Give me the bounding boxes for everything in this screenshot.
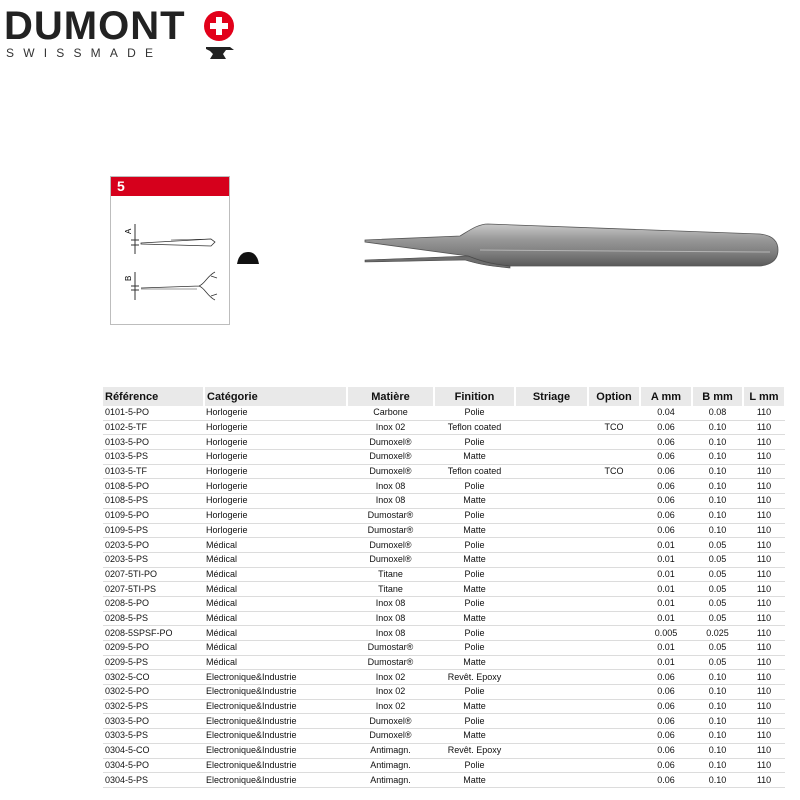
cell-option	[588, 699, 640, 714]
cell-category: Médical	[204, 626, 347, 641]
cell-category: Electronique&Industrie	[204, 670, 347, 685]
cell-reference: 0101-5-PO	[103, 406, 204, 420]
cell-a-mm: 0.06	[640, 464, 692, 479]
cell-category: Horlogerie	[204, 464, 347, 479]
cell-serration	[515, 450, 588, 465]
cell-a-mm: 0.06	[640, 699, 692, 714]
cell-a-mm: 0.01	[640, 538, 692, 553]
cell-material: Dumoxel®	[347, 464, 434, 479]
cell-reference: 0103-5-TF	[103, 464, 204, 479]
table-row	[103, 523, 785, 538]
cell-b-mm: 0.10	[692, 494, 743, 509]
cell-b-mm: 0.05	[692, 552, 743, 567]
cell-a-mm: 0.04	[640, 406, 692, 420]
cell-option	[588, 655, 640, 670]
cell-finish: Polie	[434, 538, 515, 553]
cell-b-mm: 0.05	[692, 611, 743, 626]
cell-l-mm: 110	[743, 567, 785, 582]
cell-category: Médical	[204, 567, 347, 582]
cell-category: Electronique&Industrie	[204, 714, 347, 729]
cell-finish: Matte	[434, 655, 515, 670]
cell-l-mm: 110	[743, 773, 785, 788]
cell-option	[588, 552, 640, 567]
cell-category: Horlogerie	[204, 508, 347, 523]
cell-a-mm: 0.01	[640, 582, 692, 597]
cell-option	[588, 729, 640, 744]
cell-finish: Teflon coated	[434, 464, 515, 479]
cell-reference: 0302-5-PS	[103, 699, 204, 714]
table-row	[103, 552, 785, 567]
cell-a-mm: 0.06	[640, 773, 692, 788]
cell-serration	[515, 435, 588, 450]
cell-b-mm: 0.10	[692, 773, 743, 788]
cell-category: Electronique&Industrie	[204, 729, 347, 744]
cell-option	[588, 743, 640, 758]
cell-option	[588, 685, 640, 700]
cell-option	[588, 758, 640, 773]
cell-serration	[515, 596, 588, 611]
cell-finish: Polie	[434, 714, 515, 729]
cell-category: Médical	[204, 538, 347, 553]
table-row	[103, 670, 785, 685]
table-row	[103, 699, 785, 714]
cell-b-mm: 0.10	[692, 714, 743, 729]
cell-serration	[515, 508, 588, 523]
table-row	[103, 582, 785, 597]
cell-serration	[515, 655, 588, 670]
cell-l-mm: 110	[743, 626, 785, 641]
dimension-b-label: B	[124, 275, 133, 281]
table-row	[103, 479, 785, 494]
cell-serration	[515, 670, 588, 685]
cell-option	[588, 670, 640, 685]
cell-a-mm: 0.01	[640, 567, 692, 582]
cell-category: Médical	[204, 582, 347, 597]
cell-finish: Polie	[434, 567, 515, 582]
cell-b-mm: 0.05	[692, 567, 743, 582]
cell-serration	[515, 641, 588, 656]
cell-l-mm: 110	[743, 699, 785, 714]
cell-material: Dumostar®	[347, 655, 434, 670]
cell-reference: 0304-5-CO	[103, 743, 204, 758]
cell-option	[588, 523, 640, 538]
cell-serration	[515, 567, 588, 582]
cell-finish: Revêt. Epoxy	[434, 743, 515, 758]
tip-cross-section-icon	[236, 251, 260, 265]
cell-option	[588, 596, 640, 611]
cell-option	[588, 538, 640, 553]
cell-b-mm: 0.10	[692, 685, 743, 700]
cell-serration	[515, 729, 588, 744]
cell-material: Dumoxel®	[347, 552, 434, 567]
cell-l-mm: 110	[743, 655, 785, 670]
cell-l-mm: 110	[743, 729, 785, 744]
cell-option	[588, 773, 640, 788]
cell-serration	[515, 699, 588, 714]
cell-option	[588, 582, 640, 597]
cell-a-mm: 0.06	[640, 685, 692, 700]
table-row	[103, 773, 785, 788]
cell-l-mm: 110	[743, 450, 785, 465]
cell-l-mm: 110	[743, 743, 785, 758]
cell-serration	[515, 626, 588, 641]
cell-b-mm: 0.05	[692, 641, 743, 656]
cell-material: Dumostar®	[347, 508, 434, 523]
cell-category: Horlogerie	[204, 406, 347, 420]
cell-category: Electronique&Industrie	[204, 685, 347, 700]
cell-b-mm: 0.10	[692, 670, 743, 685]
cell-material: Titane	[347, 567, 434, 582]
cell-l-mm: 110	[743, 494, 785, 509]
cell-a-mm: 0.06	[640, 420, 692, 435]
cell-finish: Polie	[434, 626, 515, 641]
cell-a-mm: 0.06	[640, 743, 692, 758]
col-header-serration: Striage	[515, 387, 588, 406]
cell-material: Dumoxel®	[347, 538, 434, 553]
table-row	[103, 743, 785, 758]
cell-serration	[515, 406, 588, 420]
cell-l-mm: 110	[743, 435, 785, 450]
cell-material: Dumostar®	[347, 641, 434, 656]
cell-b-mm: 0.10	[692, 450, 743, 465]
table-row	[103, 508, 785, 523]
table-row	[103, 626, 785, 641]
cell-category: Horlogerie	[204, 420, 347, 435]
dumont-logo	[4, 6, 244, 62]
cell-b-mm: 0.05	[692, 538, 743, 553]
cell-reference: 0103-5-PO	[103, 435, 204, 450]
cell-material: Antimagn.	[347, 773, 434, 788]
cell-option	[588, 494, 640, 509]
cell-reference: 0303-5-PO	[103, 714, 204, 729]
cell-category: Médical	[204, 655, 347, 670]
cell-a-mm: 0.06	[640, 758, 692, 773]
cell-finish: Matte	[434, 611, 515, 626]
product-spec-table	[103, 387, 786, 788]
cell-category: Electronique&Industrie	[204, 758, 347, 773]
cell-serration	[515, 538, 588, 553]
cell-reference: 0108-5-PO	[103, 479, 204, 494]
table-row	[103, 714, 785, 729]
cell-reference: 0102-5-TF	[103, 420, 204, 435]
cell-serration	[515, 743, 588, 758]
cell-reference: 0302-5-CO	[103, 670, 204, 685]
cell-b-mm: 0.10	[692, 479, 743, 494]
cell-b-mm: 0.025	[692, 626, 743, 641]
cell-reference: 0103-5-PS	[103, 450, 204, 465]
table-header-row	[103, 387, 785, 406]
cell-serration	[515, 552, 588, 567]
cell-serration	[515, 582, 588, 597]
table-row	[103, 611, 785, 626]
table-row	[103, 729, 785, 744]
cell-l-mm: 110	[743, 714, 785, 729]
table-row	[103, 464, 785, 479]
cell-material: Dumoxel®	[347, 435, 434, 450]
cell-material: Inox 02	[347, 670, 434, 685]
cell-a-mm: 0.06	[640, 714, 692, 729]
cell-a-mm: 0.06	[640, 450, 692, 465]
cell-category: Horlogerie	[204, 435, 347, 450]
cell-a-mm: 0.01	[640, 596, 692, 611]
cell-serration	[515, 494, 588, 509]
cell-reference: 0109-5-PS	[103, 523, 204, 538]
cell-reference: 0109-5-PO	[103, 508, 204, 523]
cell-a-mm: 0.06	[640, 670, 692, 685]
cell-reference: 0302-5-PO	[103, 685, 204, 700]
cell-l-mm: 110	[743, 552, 785, 567]
cell-material: Inox 02	[347, 699, 434, 714]
cell-finish: Matte	[434, 582, 515, 597]
cell-finish: Polie	[434, 508, 515, 523]
cell-material: Inox 02	[347, 420, 434, 435]
profile-number: 5	[111, 177, 229, 196]
table-body	[103, 406, 785, 787]
cell-finish: Matte	[434, 773, 515, 788]
cell-reference: 0208-5SPSF-PO	[103, 626, 204, 641]
cell-reference: 0203-5-PO	[103, 538, 204, 553]
cell-material: Dumoxel®	[347, 714, 434, 729]
cell-option	[588, 567, 640, 582]
cell-reference: 0203-5-PS	[103, 552, 204, 567]
cell-a-mm: 0.06	[640, 479, 692, 494]
cell-finish: Matte	[434, 699, 515, 714]
cell-material: Dumostar®	[347, 523, 434, 538]
cell-finish: Polie	[434, 435, 515, 450]
cell-l-mm: 110	[743, 611, 785, 626]
cell-l-mm: 110	[743, 538, 785, 553]
cell-category: Horlogerie	[204, 494, 347, 509]
cell-a-mm: 0.06	[640, 508, 692, 523]
anvil-icon	[204, 46, 236, 60]
brand-tagline: SWISSMADE	[6, 46, 163, 60]
cell-finish: Teflon coated	[434, 420, 515, 435]
cell-b-mm: 0.10	[692, 508, 743, 523]
cell-serration	[515, 420, 588, 435]
cell-category: Médical	[204, 641, 347, 656]
cell-a-mm: 0.01	[640, 552, 692, 567]
cell-category: Electronique&Industrie	[204, 773, 347, 788]
cell-b-mm: 0.10	[692, 729, 743, 744]
cell-finish: Polie	[434, 479, 515, 494]
table-row	[103, 420, 785, 435]
cell-finish: Polie	[434, 685, 515, 700]
col-header-a-mm: A mm	[640, 387, 692, 406]
cell-b-mm: 0.05	[692, 596, 743, 611]
col-header-l-mm: L mm	[743, 387, 785, 406]
cell-serration	[515, 479, 588, 494]
cell-option	[588, 611, 640, 626]
cell-reference: 0209-5-PS	[103, 655, 204, 670]
swiss-cross-icon	[204, 11, 234, 41]
cell-a-mm: 0.06	[640, 729, 692, 744]
cell-serration	[515, 611, 588, 626]
tip-dimension-diagram	[111, 196, 229, 324]
cell-a-mm: 0.06	[640, 435, 692, 450]
cell-material: Dumoxel®	[347, 729, 434, 744]
table-row	[103, 596, 785, 611]
cell-material: Titane	[347, 582, 434, 597]
cell-b-mm: 0.10	[692, 523, 743, 538]
cell-material: Inox 02	[347, 685, 434, 700]
cell-finish: Matte	[434, 523, 515, 538]
cell-b-mm: 0.10	[692, 420, 743, 435]
cell-finish: Polie	[434, 596, 515, 611]
col-header-finish: Finition	[434, 387, 515, 406]
table-row	[103, 641, 785, 656]
cell-material: Inox 08	[347, 626, 434, 641]
cell-reference: 0303-5-PS	[103, 729, 204, 744]
col-header-b-mm: B mm	[692, 387, 743, 406]
cell-l-mm: 110	[743, 479, 785, 494]
cell-b-mm: 0.05	[692, 582, 743, 597]
cell-l-mm: 110	[743, 523, 785, 538]
tweezer-image	[360, 220, 780, 280]
cell-material: Antimagn.	[347, 758, 434, 773]
col-header-category: Catégorie	[204, 387, 347, 406]
cell-material: Dumoxel®	[347, 450, 434, 465]
cell-option: TCO	[588, 464, 640, 479]
cell-a-mm: 0.01	[640, 641, 692, 656]
table-row	[103, 494, 785, 509]
cell-finish: Revêt. Epoxy	[434, 670, 515, 685]
table-row	[103, 450, 785, 465]
cell-serration	[515, 523, 588, 538]
cell-category: Electronique&Industrie	[204, 699, 347, 714]
cell-serration	[515, 714, 588, 729]
cell-option	[588, 714, 640, 729]
tip-profile-box	[110, 176, 230, 325]
cell-option	[588, 626, 640, 641]
cell-l-mm: 110	[743, 596, 785, 611]
cell-a-mm: 0.01	[640, 611, 692, 626]
cell-l-mm: 110	[743, 464, 785, 479]
cell-reference: 0209-5-PO	[103, 641, 204, 656]
cell-finish: Polie	[434, 641, 515, 656]
cell-finish: Matte	[434, 552, 515, 567]
cell-material: Inox 08	[347, 494, 434, 509]
cell-serration	[515, 758, 588, 773]
cell-option	[588, 406, 640, 420]
cell-b-mm: 0.05	[692, 655, 743, 670]
cell-finish: Matte	[434, 450, 515, 465]
cell-b-mm: 0.10	[692, 435, 743, 450]
cell-l-mm: 110	[743, 641, 785, 656]
cell-a-mm: 0.01	[640, 655, 692, 670]
cell-l-mm: 110	[743, 670, 785, 685]
cell-material: Inox 08	[347, 611, 434, 626]
cell-l-mm: 110	[743, 582, 785, 597]
cell-b-mm: 0.10	[692, 699, 743, 714]
cell-b-mm: 0.10	[692, 758, 743, 773]
cell-category: Horlogerie	[204, 450, 347, 465]
cell-reference: 0304-5-PO	[103, 758, 204, 773]
col-header-reference: Référence	[103, 387, 204, 406]
dimension-a-label: A	[124, 228, 133, 234]
cell-option	[588, 435, 640, 450]
table-row	[103, 655, 785, 670]
brand-name: DUMONT	[4, 4, 186, 48]
table-row	[103, 406, 785, 420]
cell-a-mm: 0.06	[640, 523, 692, 538]
cell-finish: Polie	[434, 758, 515, 773]
cell-finish: Matte	[434, 729, 515, 744]
cell-reference: 0207-5TI-PO	[103, 567, 204, 582]
cell-category: Médical	[204, 552, 347, 567]
cell-reference: 0208-5-PO	[103, 596, 204, 611]
cell-material: Antimagn.	[347, 743, 434, 758]
cell-l-mm: 110	[743, 685, 785, 700]
table-row	[103, 685, 785, 700]
cell-l-mm: 110	[743, 420, 785, 435]
cell-option	[588, 508, 640, 523]
cell-reference: 0208-5-PS	[103, 611, 204, 626]
cell-option	[588, 450, 640, 465]
cell-material: Carbone	[347, 406, 434, 420]
cell-option: TCO	[588, 420, 640, 435]
cell-b-mm: 0.10	[692, 743, 743, 758]
cell-finish: Matte	[434, 494, 515, 509]
table-row	[103, 758, 785, 773]
cell-b-mm: 0.10	[692, 464, 743, 479]
cell-reference: 0304-5-PS	[103, 773, 204, 788]
cell-serration	[515, 685, 588, 700]
cell-material: Inox 08	[347, 479, 434, 494]
cell-category: Médical	[204, 596, 347, 611]
cell-l-mm: 110	[743, 758, 785, 773]
table-row	[103, 435, 785, 450]
cell-l-mm: 110	[743, 406, 785, 420]
cell-b-mm: 0.08	[692, 406, 743, 420]
cell-category: Horlogerie	[204, 479, 347, 494]
cell-option	[588, 641, 640, 656]
cell-serration	[515, 773, 588, 788]
cell-material: Inox 08	[347, 596, 434, 611]
cell-reference: 0207-5TI-PS	[103, 582, 204, 597]
col-header-option: Option	[588, 387, 640, 406]
cell-a-mm: 0.06	[640, 494, 692, 509]
cell-category: Horlogerie	[204, 523, 347, 538]
cell-category: Electronique&Industrie	[204, 743, 347, 758]
cell-serration	[515, 464, 588, 479]
table-row	[103, 538, 785, 553]
cell-a-mm: 0.005	[640, 626, 692, 641]
cell-finish: Polie	[434, 406, 515, 420]
table-row	[103, 567, 785, 582]
col-header-material: Matière	[347, 387, 434, 406]
cell-category: Médical	[204, 611, 347, 626]
cell-reference: 0108-5-PS	[103, 494, 204, 509]
cell-option	[588, 479, 640, 494]
cell-l-mm: 110	[743, 508, 785, 523]
